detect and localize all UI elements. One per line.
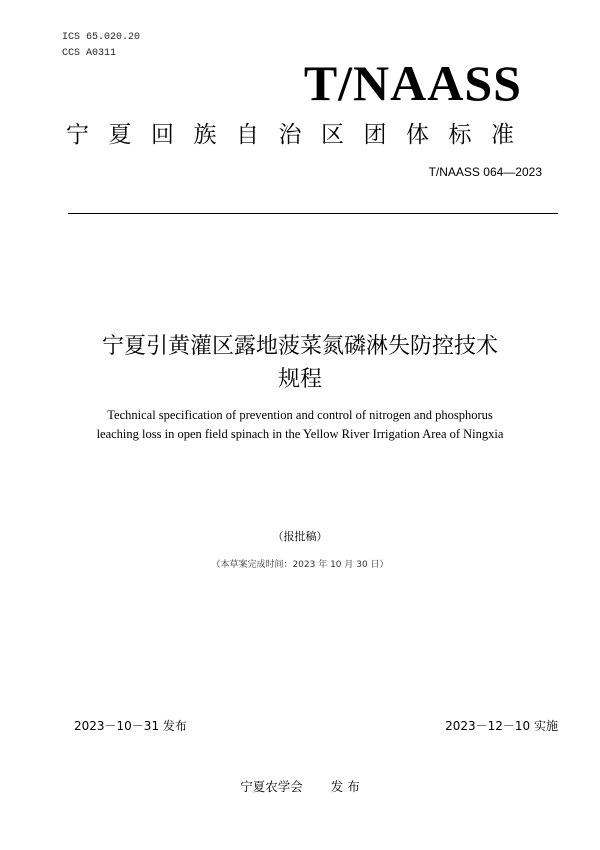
title-en-line: Technical specification of prevention and control of nitrogen and phosphorus	[107, 408, 493, 422]
ics-code: ICS 65.020.20	[62, 32, 141, 43]
implement-date: 2023－12－10 实施	[445, 719, 558, 733]
title-cn-line: 宁夏引黄灌区露地菠菜氮磷淋失防控技术	[101, 334, 498, 359]
title-cn	[0, 330, 600, 396]
title-en	[0, 406, 600, 444]
divider	[68, 213, 558, 214]
org-standard-heading: 宁夏回族自治区团体标准	[66, 122, 534, 148]
standard-code: T/NAASS 064—2023	[428, 165, 542, 179]
standard-logo: T/NAASS	[303, 55, 522, 111]
issuer-name: 宁夏农学会	[240, 779, 303, 794]
draft-note: （本草案完成时间：2023 年 10 月 30 日）	[211, 560, 389, 570]
issuer-action: 发 布	[330, 779, 360, 794]
ccs-code: CCS A0311	[62, 48, 117, 59]
title-en-line: leaching loss in open field spinach in the Yellow River Irrigation Area of Ningxia	[96, 427, 504, 441]
draft-stage: （报批稿）	[272, 530, 328, 543]
title-cn-line: 规程	[277, 367, 322, 392]
publish-date: 2023－10－31 发布	[74, 719, 187, 733]
issuer	[0, 777, 600, 795]
